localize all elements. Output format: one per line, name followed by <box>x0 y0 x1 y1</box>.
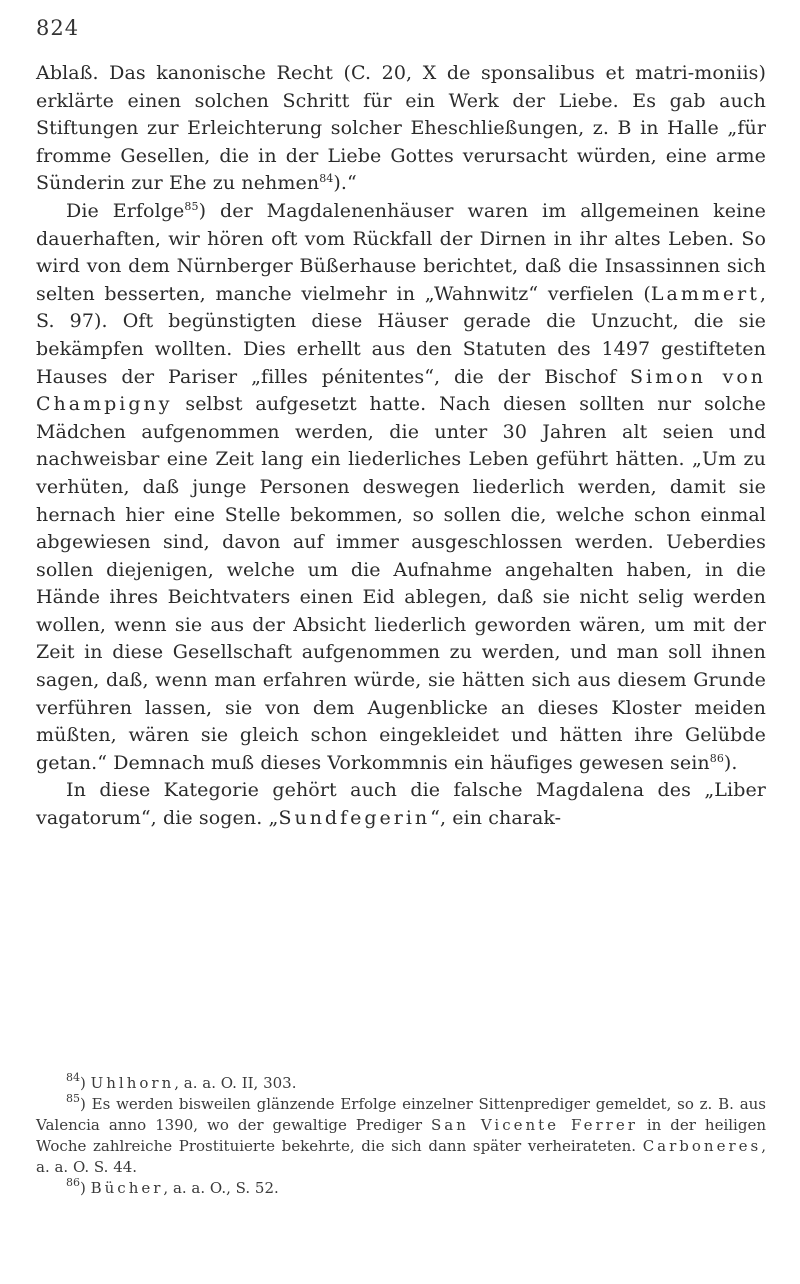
paragraph <box>36 198 766 777</box>
text-run: ). <box>723 751 738 774</box>
footnote <box>36 1073 766 1094</box>
footnote-marker: 86 <box>709 751 724 765</box>
paragraph <box>36 60 766 198</box>
footnote <box>36 1178 766 1199</box>
text-run: ) Es werden bisweilen glänzende Erfolge einzelner Sittenprediger gemeldet, so z. B. aus Valencia anno 1390, wo der gewaltige Prediger <box>36 1095 766 1134</box>
text-run: , a. a. O., S. 52. <box>163 1179 279 1197</box>
text-run: ).“ <box>333 172 357 195</box>
text-run: , a. a. O. S. 44. <box>36 1137 766 1176</box>
text-run: in der heiligen Woche zahlreiche Prostituierte bekehrte, die sich dann später verheirateten. <box>36 1116 766 1155</box>
emphasized-name: Carboneres <box>642 1137 762 1155</box>
emphasized-name: Uhlhorn <box>90 1074 175 1092</box>
footnote <box>36 1094 766 1178</box>
emphasized-name: Simon von Champigny <box>36 365 766 416</box>
text-run: ) <box>80 1179 91 1197</box>
footnotes <box>36 1073 766 1199</box>
footnote-marker: 86 <box>66 1176 80 1189</box>
text-run: ) <box>80 1074 91 1092</box>
text-run: , S. 97). Oft begünstigten diese Häuser gerade die Unzucht, die sie bekämpfen wollten. Dies erhellt aus den Statuten des 1497 gestifteten Hauses der Pariser „filles pénitentes“, die der Bischof <box>36 282 766 388</box>
text-run: In diese Kategorie gehört auch die falsche Magdalena des „Liber vagatorum“, die sogen. „ <box>36 779 766 830</box>
text-run: , a. a. O. II, 303. <box>174 1074 297 1092</box>
book-page <box>36 0 766 1284</box>
text-run: Die Erfolge <box>66 199 185 222</box>
emphasized-name: San Vicente Ferrer <box>431 1116 638 1134</box>
main-text <box>36 60 766 833</box>
emphasized-name: Bücher <box>90 1179 164 1197</box>
page-number: 824 <box>36 16 80 40</box>
footnote-marker: 85 <box>184 199 199 213</box>
text-run: selbst aufgesetzt hatte. Nach diesen sollten nur solche Mädchen aufgenommen werden, die unter 30 Jahren alt seien und nachweisbar eine Zeit lang ein liederliches Leben geführt hätten. „Um zu verhüten, daß junge Personen deswegen liederlich werden, damit sie hernach hier eine Stelle bekommen, so sollen die, welche schon einmal abgewiesen sind, davon auf immer ausgeschlossen werden. Ueberdies sollen diejenigen, welche um die Aufnahme angehalten haben, in die Hände ihres Beichtvaters einen Eid ablegen, daß sie nicht selig werden wollen, wenn sie aus der Absicht liederlich geworden wären, um mit der Zeit in diese Gesellschaft aufgenommen zu werden, und man soll ihnen sagen, daß, wenn man erfahren würde, sie hätten sich aus diesem Grunde verführen lassen, sie von dem Augenblicke an dieses Kloster meiden müßten, wären sie gleich schon eingekleidet und hätten ihre Gelübde getan.“ Demnach muß dieses Vorkommnis ein häufiges gewesen sein <box>36 393 766 774</box>
text-run: ) der Magdalenenhäuser waren im allgemeinen keine dauerhaften, wir hören oft vom Rückfall der Dirnen in ihr altes Leben. So wird von dem Nürnberger Büßerhause berichtet, daß die Insassinnen sich selten besserten, manche vielmehr in „Wahnwitz“ verfielen ( <box>36 199 766 305</box>
footnote-marker: 84 <box>66 1071 80 1084</box>
footnote-marker: 85 <box>66 1092 80 1105</box>
emphasized-name: Lammert <box>650 282 760 305</box>
emphasized-name: Sundfegerin <box>278 807 431 830</box>
footnote-marker: 84 <box>319 172 334 186</box>
text-run: Ablaß. Das kanonische Recht (C. 20, X de sponsalibus et matri-moniis) erklärte einen solchen Schritt für ein Werk der Liebe. Es gab auch Stiftungen zur Erleichterung solcher Eheschließungen, z. B in Halle „für fromme Gesellen, die in der Liebe Gottes verursacht würden, eine arme Sünderin zur Ehe zu nehmen <box>36 62 766 195</box>
paragraph <box>36 777 766 832</box>
text-run: “, ein charak- <box>430 807 562 830</box>
